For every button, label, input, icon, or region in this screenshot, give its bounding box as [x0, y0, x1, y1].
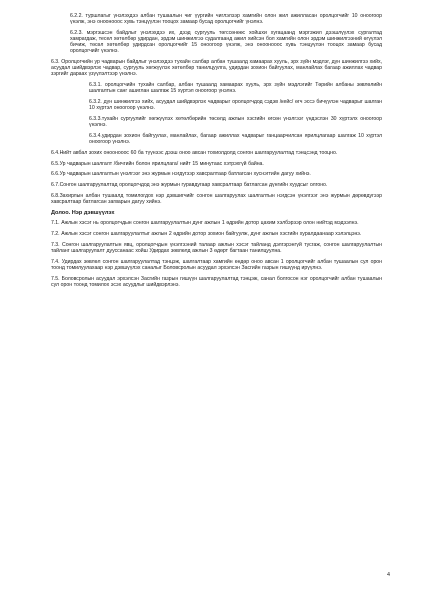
paragraph-7-2: 7.2. Ажлын хэсэг сонгон шалгаруулалтыг ажлын 2 өдрийн дотор зохион байгуулж, дүнг ажлын хэсгийн хуралдаанаар хэлэлцэнэ.: [51, 231, 362, 238]
paragraph-6-3-1: 6.3.1. оролцогчийн тухайн салбар, албан тушаалд хамаарах хууль, эрх зүйн мэдлэгийг Төрийн албаны зөвлөлийн шалгалтын санг ашиглан шалгаж 15 хүртэл оноогоор үнэлнэ.: [89, 82, 382, 95]
paragraph-6-7: 6.7.Сонгон шалгаруулалтад оролцогчдод энэ журмын гуравдугаар хавсралтаар батлагсан дүнгийн хуудсыг олгоно.: [51, 182, 328, 189]
paragraph-6-4: 6.4.Нийт авбал зохих оноонооос 60 ба түүнээс дээш оноо авсан тохиолдолд сонгон шалгаруулалтад тэнцсэнд тооцно.: [51, 149, 338, 156]
paragraph-6-3: 6.3. Оролцогчийн ур чадварын байдлыг үнэлэхдээ тухайн салбар албан тушаалд хамаарах хууль, эрх зүйн мэдлэг, дүн шинжилгээ хийх, асуудал шийдвэрлэх чадвар, сургууль хөгжүүлэх хөтөлбөр танилцуулга, удирдан зохион байгуулах, манлайлах багаар ажиллах чадвар зэргийг дараах үзүүлэлтээр үнэлнэ.: [51, 59, 382, 78]
paragraph-7-3: 7.3. Сонгон шалгаруулалтын явц, оролцогчдын үнэлгээний талаар ажлын хэсэг тайланд дэлгэрэнгүй тусгаж, сонгон шалгаруулалтын тайланг шалгаруулалт дууссанаас хойш Удирдах зөвлөлд ажлын 3 өдөрт багтаан танилцуулна.: [51, 241, 382, 254]
paragraph-7-5: 7.5. Боловсролын асуудал эрхэлсэн Засгийн газрын гишүүн шалгаруулалтад тэнцэж, санал болгосон нэг оролцогчийг албан тушаалын сул орон тоонд томилох эсэх асуудлыг шийдвэрлэнэ.: [51, 275, 382, 288]
paragraph-7-4: 7.4. Удирдах зөвлөл сонгон шалгаруулалтад тэнцэж, шалгалтаар хамгийн өндөр оноо авсан 1 оролцогчийг албан тушаалын сул орон тоонд томилуулахаар нэр дэвшүүлэх саналыг Боловсролын асуудал эрхэлсэн Засгийн газрын гишүүнд ирүүлнэ.: [51, 258, 382, 271]
page-number: 4: [387, 572, 390, 578]
paragraph-6-2-3: 6.2.3. мэргэшсэн байдлыг үнэлэхдээ их, дээд сургууль төгссөнөөс хойшхи хугацаанд мэргэжил дээшлүүлэх сургалтад хамрагдаж, тесел хөтөлбөр удирдан, эрдэм шинжилгээ судалгаанд ажил хийсэн бол хамгийн олон эрдэм шинжилгээний өгүүлэл бичиж, төсөл хөтөлбөр удирдсан оролцогчийг 15 оноогоор үнэлж, энэ оноонооос хувь тэнцүүлэн тооцох замаар бусад оролцогчийг үнэлнэ.: [70, 29, 382, 55]
paragraph-6-3-2: 6.3.2. дүн шинжилгээ хийх, асуудал шийдвэрлэх чадварыг оролцогчдод сэдэв /кейс/ өгч эссэ бичүүлэн чадварыг шалган 10 хүртэл оноогоор үнэлнэ.: [89, 99, 382, 112]
paragraph-6-3-4: 6.3.4.удирдан зохион байгуулах, манлайлах, багаар ажиллах чадварыг ганцаарчилсан ярилцлагаар шалгаж 10 хүртэл оноогоор үнэлнэ.: [89, 132, 382, 146]
paragraph-6-8: 6.8.Захирлын албан тушаалд томилогдох нэр дэвшигчийг сонгон шалгаруулах шалгалтын нэгдсэн үнэлгээг энэ журмын дөрөвдүгээр хавсралтаар батлагсан загварын дагуу хийнэ.: [51, 192, 382, 205]
paragraph-6-6: 6.6.Ур чадварын шалгалтын үнэлгээг энэ журмын нэгдүгээр хавсралтаар батлагсан хуснэгтийн дагуу хийнэ.: [51, 171, 311, 178]
paragraph-7-1: 7.1. Ажлын хэсэг нь оролцогчдын сонгон шалгаруулалтын дүнг ажлын 1 өдрийн дотор цахим хэлбэрээр олон нийтэд мэдээлнэ.: [51, 220, 359, 227]
paragraph-6-3-3: 6.3.3.тухайн сургуулийг хөгжүүлэх хөтөлбөрийн төсөлд ажлын хэсгийн өгсөн үнэлгээг үндэслэн 30 хүртэлх оноогоор үнэлнэ.: [89, 116, 382, 129]
paragraph-6-2-2: 6.2.2. туршлагыг үнэлэхдээ албан тушаалын чиг үүргийн чиглэлээр хамгийн олон жил ажилласан оролцогчийг 10 оноогоор үнэлж, энэ оноонооос хувь тэнцүүлэн тооцох замаар бусад оролцогчийг үнэлнэ.: [70, 13, 382, 26]
paragraph-6-5: 6.5.Ур чадварын шалгалт /бичгийн болон ярилцлага/ нийт 15 минутаас хэтрэхгүй байна.: [51, 160, 264, 167]
section-title: Долоо. Нэр дэвшүүлэх: [51, 209, 115, 216]
